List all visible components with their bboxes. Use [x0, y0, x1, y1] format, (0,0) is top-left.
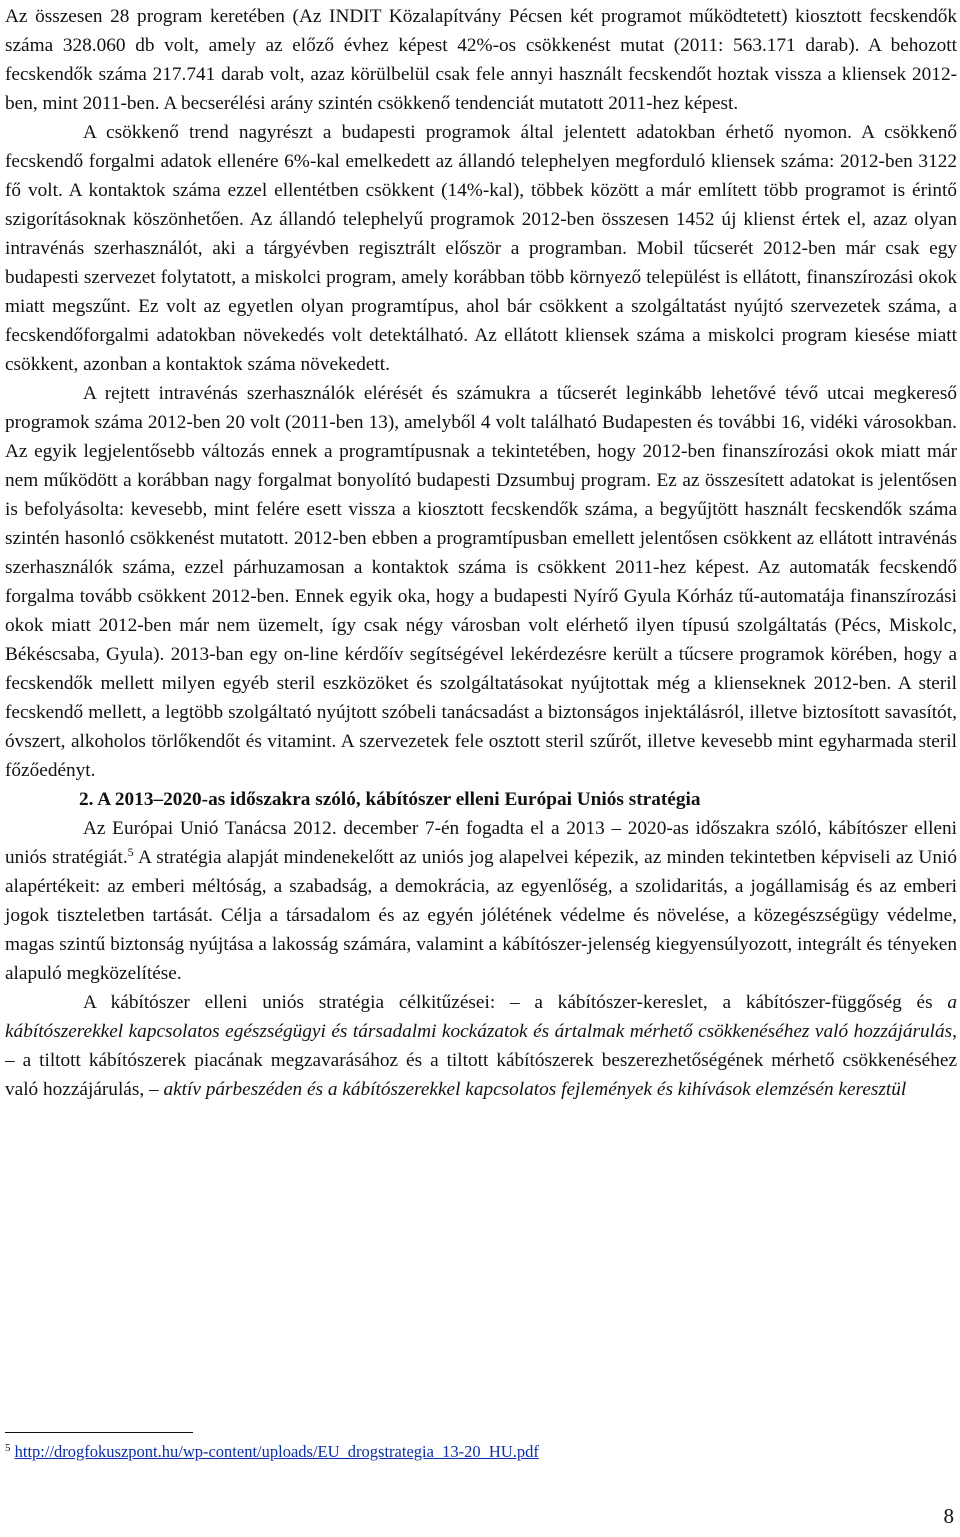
- body-paragraph-1: Az összesen 28 program keretében (Az INDIT Közalapítvány Pécsen két programot működtetett) kiosztott fecskendők száma 328.060 db volt, amely az előző évhez képest 42%-os csökkenést mutat (2011: 563.171 darab). A behozott fecskendők száma 217.741 darab volt, azaz körülbelül csak fele annyi használt fecskendőt hoztak vissza a kliensek 2012-ben, mint 2011-ben. A becserélési arány szintén csökkenő tendenciát mutatott 2011-hez képest.: [5, 6, 957, 114]
- section-paragraph-1: [5, 814, 957, 988]
- page-number: 8: [943, 1504, 954, 1528]
- footnote: [5, 1441, 539, 1463]
- italic-text: a kábítószerekkel kapcsolatos egészségügyi és társadalmi kockázatok és ártalmak mérhető csökkenéséhez való hozzájárulás: [5, 992, 957, 1042]
- document-page: [5, 2, 957, 1104]
- footnote-reference[interactable]: 5: [127, 845, 134, 859]
- italic-text: aktív párbeszéden és a kábítószerekkel kapcsolatos fejlemények és kihívások elemzésén keresztül: [163, 1079, 907, 1100]
- footnote-link[interactable]: http://drogfokuszpont.hu/wp-content/uploads/EU_drogstrategia_13-20_HU.pdf: [14, 1442, 539, 1461]
- section-paragraph-2: [5, 988, 957, 1104]
- paragraph-text: , – a tiltott kábítószerek piacának megzavarásához és a tiltott kábítószerek beszerezhetőségének mérhető csökkenéséhez való hozzájárulás, –: [5, 1021, 957, 1100]
- section-heading: 2. A 2013–2020-as időszakra szóló, kábítószer elleni Európai Uniós stratégia: [79, 789, 701, 810]
- paragraph-text: A kábítószer elleni uniós stratégia célkitűzései: – a kábítószer-kereslet, a kábítószer-függőség és: [83, 992, 948, 1013]
- footnote-divider: [5, 1432, 193, 1433]
- paragraph-text: Az Európai Unió Tanácsa 2012. december 7-én fogadta el a 2013 – 2020-as időszakra szóló, kábítószer elleni uniós stratégiát.: [5, 818, 957, 868]
- body-paragraph-3: A rejtett intravénás szerhasználók elérését és számukra a tűcserét leginkább lehetővé tévő utcai megkereső programok száma 2012-ben 20 volt (2011-ben 13), amelyből 4 volt található Budapesten és további 16, vidéki városokban. Az egyik legjelentősebb változás ennek a programtípusnak a tekintetében, hogy 2012-ben finanszírozási okok miatt már nem működött a korábban nagy forgalmat bonyolító budapesti Dzsumbuj program. Ez az összesített adatokat is jelentősen is befolyásolta: kevesebb, mint felére esett vissza a kiosztott fecskendők száma, a begyűjtött használt fecskendők száma szintén hasonló csökkenést mutatott. 2012-ben ebben a programtípusban emellett jelentősen csökkent az ellátott intravénás szerhasználók száma, ezzel párhuzamosan a kontaktok száma is csökkent 2011-hez képest. Az automaták fecskendő forgalma tovább csökkent 2012-ben. Ennek egyik oka, hogy a budapesti Nyírő Gyula Kórház tű-automatája finanszírozási okok miatt 2012-ben már nem üzemelt, így csak négy városban volt elérhető ilyen típusú szolgáltatás (Pécs, Miskolc, Békéscsaba, Gyula). 2013-ban egy on-line kérdőív segítségével lekérdezésre került a tűcsere programok körében, hogy a fecskendők mellett milyen egyéb steril eszközöket és szolgáltatásokat nyújtottak még a klienseknek 2012-ben. A steril fecskendő mellett, a legtöbb szolgáltató nyújtott szóbeli tanácsadást a biztonságos injektálásról, illetve biztosított savasítót, óvszert, alkoholos törlőkendőt és vitamint. A szervezetek fele osztott steril szűrőt, illetve kevesebb mint egyharmada steril főzőedényt.: [5, 383, 957, 781]
- body-paragraph-2: A csökkenő trend nagyrészt a budapesti programok által jelentett adatokban érhető nyomon. A csökkenő fecskendő forgalmi adatok ellenére 6%-kal emelkedett az állandó telephelyen megforduló kliensek száma: 2012-ben 3122 fő volt. A kontaktok száma ezzel ellentétben csökkent (14%-kal), többek között a már említett több programot is érintő szigorításoknak köszönhetően. Az állandó telephelyű programok 2012-ben összesen 1452 új klienst értek el, azaz olyan intravénás szerhasználót, aki a tárgyévben regisztrált először a programban. Mobil tűcserét 2012-ben már csak egy budapesti szervezet folytatott, a miskolci program, amely korábban több környező települést is ellátott, finanszírozási okok miatt megszűnt. Ez volt az egyetlen olyan programtípus, ahol bár csökkent a szolgáltatást nyújtó szervezetek száma, a fecskendőforgalmi adatokban növekedés volt detektálható. Az ellátott kliensek száma a miskolci program kiesése miatt csökkent, azonban a kontaktok száma növekedett.: [5, 122, 957, 375]
- paragraph-text: A stratégia alapját mindenekelőtt az uniós jog alapelvei képezik, az minden tekintetben képviseli az Unió alapértékeit: az emberi méltóság, a szabadság, a demokrácia, az egyenlőség, a szolidaritás, a jogállamiság és az emberi jogok tiszteletben tartását. Célja a társadalom és az egyén jólétének védelme és növelése, a közegészségügy védelme, magas szintű biztonság nyújtása a lakosság számára, valamint a kábítószer-jelenség kiegyensúlyozott, integrált és tényeken alapuló megközelítése.: [5, 847, 957, 984]
- footnote-number: 5: [5, 1442, 11, 1454]
